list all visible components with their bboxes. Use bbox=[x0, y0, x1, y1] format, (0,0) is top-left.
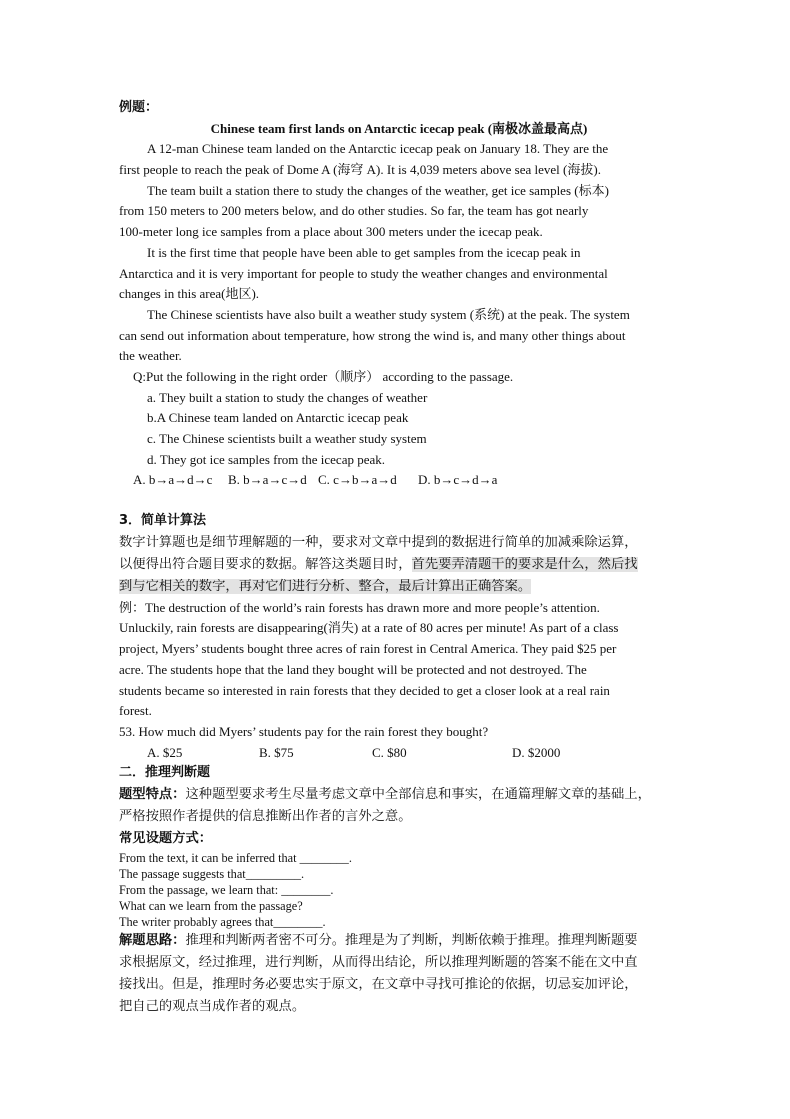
text-line: students became so interested in rain forests that they decided to get a closer look at a real rain bbox=[119, 682, 610, 698]
document-page bbox=[119, 98, 679, 1018]
order-item: c. The Chinese scientists built a weather study system bbox=[147, 431, 427, 446]
text-line: project, Myers’ students bought three acres of rain forest in Central America. They paid $25 per bbox=[119, 641, 617, 657]
answer-option-b: B. $75 bbox=[259, 744, 294, 760]
passage-paragraph-3 bbox=[119, 243, 679, 305]
text-line: 题型特点：这种题型要求考生尽量考虑文章中全部信息和事实，在通篇理解文章的基础上， bbox=[119, 786, 651, 802]
order-question: Q:Put the following in the right order（顺序） according to the passage. bbox=[133, 368, 514, 384]
text-line: The team built a station there to study the changes of the weather, get ice samples (标本) bbox=[147, 182, 609, 198]
section-heading: 二．推理判断题 bbox=[119, 765, 211, 781]
example-label: 例题： bbox=[119, 100, 159, 115]
text-line: 到与它相关的数字，再对它们进行分析、整合，最后计算出正确答案。 bbox=[119, 578, 532, 594]
text-line: The writer probably agrees that________. bbox=[119, 914, 326, 929]
spacer bbox=[119, 491, 679, 511]
text-line: 例：The destruction of the world’s rain forests has drawn more and more people’s attention. bbox=[119, 599, 600, 615]
text-line: Antarctica and it is very important for people to study the weather changes and environmental bbox=[119, 265, 608, 281]
text-line: 严格按照作者提供的信息推断出作者的言外之意。 bbox=[119, 808, 412, 824]
order-item: b.A Chinese team landed on Antarctic icecap peak bbox=[147, 410, 409, 426]
approach-label: 解题思路： bbox=[119, 932, 186, 948]
text-line: It is the first time that people have been able to get samples from the icecap peak in bbox=[147, 244, 581, 260]
text-line: from 150 meters to 200 meters below, and do other studies. So far, the team has got nearly bbox=[119, 203, 589, 219]
text-line: changes in this area(地区). bbox=[119, 286, 260, 302]
text-line: From the text, it can be inferred that ________. bbox=[119, 850, 352, 865]
text-line: 把自己的观点当成作者的观点。 bbox=[119, 998, 306, 1014]
answer-option-a: A. $25 bbox=[147, 744, 183, 760]
answer-option-c: C. c→b→a→d bbox=[318, 472, 397, 488]
answer-options bbox=[119, 743, 679, 764]
answer-options bbox=[119, 470, 679, 491]
passage-title: Chinese team first lands on Antarctic icecap peak (南极冰盖最高点) bbox=[210, 120, 588, 136]
text-line: 解题思路：推理和判断两者密不可分。推理是为了判断，判断依赖于推理。推理判断题要 bbox=[119, 932, 638, 948]
text-line: forest. bbox=[119, 703, 152, 719]
text-line: A 12-man Chinese team landed on the Antarctic icecap peak on January 18. They are the bbox=[147, 141, 609, 157]
text-line: acre. The students hope that the land they bought will be protected and not destroyed. The bbox=[119, 661, 587, 677]
text-line: 求根据原文，经过推理，进行判断，从而得出结论，所以推理判断题的答案不能在文中直 bbox=[119, 954, 638, 970]
calc-question: 53. How much did Myers’ students pay for the rain forest they bought? bbox=[119, 723, 489, 739]
passage-paragraph-1 bbox=[119, 139, 679, 180]
order-item: a. They built a station to study the changes of weather bbox=[147, 389, 428, 405]
text-line: What can we learn from the passage? bbox=[119, 898, 303, 913]
section-heading: 3．简单计算法 bbox=[119, 513, 207, 529]
answer-option-d: D. $2000 bbox=[512, 744, 561, 760]
common-label: 常见设题方式： bbox=[119, 830, 213, 846]
text-line: 100-meter long ice samples from a place about 300 meters under the icecap peak. bbox=[119, 224, 543, 240]
text-line: the weather. bbox=[119, 348, 182, 364]
text-line: can send out information about temperature, how strong the wind is, and many other things about bbox=[119, 327, 626, 343]
order-item: d. They got ice samples from the icecap peak. bbox=[147, 451, 386, 467]
text-line: first people to reach the peak of Dome A (海穹 A). It is 4,039 meters above sea level (海拔). bbox=[119, 162, 601, 178]
passage-paragraph-4 bbox=[119, 305, 679, 367]
text-line: Unluckily, rain forests are disappearing(消失) at a rate of 80 acres per minute! As part of a class bbox=[119, 620, 619, 636]
text-line: 以便得出符合题目要求的数据。解答这类题目时，首先要弄清题干的要求是什么，然后找 bbox=[119, 556, 638, 572]
text-line: 接找出。但是，推理时务必要忠实于原文，在文章中寻找可推论的依据，切忌妄加评论， bbox=[119, 976, 638, 992]
text-line: 数字计算题也是细节理解题的一种，要求对文章中提到的数据进行简单的加减乘除运算， bbox=[119, 534, 638, 550]
answer-option-c: C. $80 bbox=[372, 744, 407, 760]
answer-option-b: B. b→a→c→d bbox=[228, 472, 307, 488]
answer-option-a: A. b→a→d→c bbox=[133, 472, 213, 488]
feature-label: 题型特点： bbox=[119, 786, 186, 802]
text-line: The Chinese scientists have also built a weather study system (系统) at the peak. The system bbox=[147, 306, 630, 322]
text-line: The passage suggests that_________. bbox=[119, 866, 305, 881]
answer-option-d: D. b→c→d→a bbox=[418, 472, 498, 488]
passage-paragraph-2 bbox=[119, 181, 679, 243]
text-line: From the passage, we learn that: ________. bbox=[119, 882, 334, 897]
